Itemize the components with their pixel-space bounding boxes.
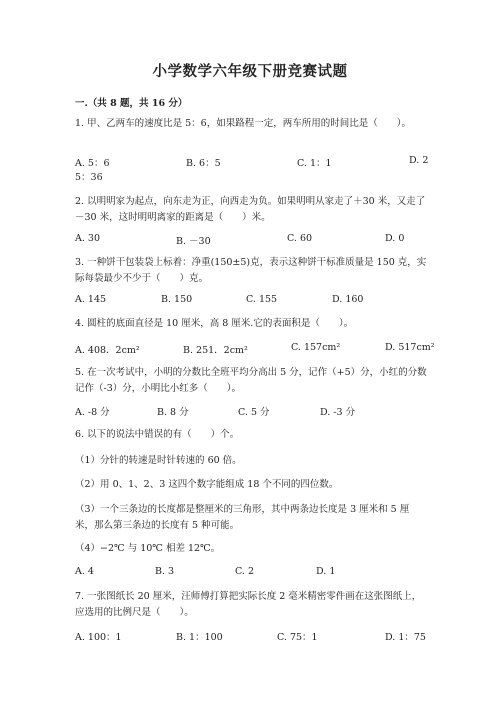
question-text: 3. 一种饼干包装袋上标着：净重(150±5)克，表示这种饼干标准质量是 150 克，实际每袋最少不少于（ ）克。 (75, 257, 427, 284)
option-d: D. 160 (332, 294, 364, 305)
question-text: 7. 一张图纸长 20 厘米，汪师傅打算把实际长度 2 毫米精密零件画在这张图纸上，应选用的比例尺是（ ）。 (75, 591, 422, 618)
option-d: D. 0 (385, 233, 405, 244)
option-c: C. 155 (246, 294, 278, 305)
question-7 (75, 589, 427, 621)
section-heading: 一.（共 8 题，共 16 分） (75, 98, 188, 109)
option-a: A. 408．2cm² (75, 345, 140, 356)
option-a: A. 4 (75, 566, 94, 577)
question-text: 5. 在一次考试中，小明的分数比全班平均分高出 5 分，记作（+5）分，小红的分数记作（-3）分，小明比小红多（ ）。 (75, 367, 427, 394)
option-c: C. 75：1 (277, 632, 318, 643)
option-d: D. 2 (409, 155, 429, 166)
option-b: B. －30 (176, 236, 211, 247)
option-a: A. 30 (75, 233, 100, 244)
option-c: C. 5 分 (238, 407, 270, 418)
question-6 (75, 427, 427, 443)
option-c: C. 2 (235, 566, 255, 577)
option-b: B. 1：100 (176, 632, 223, 643)
question-6-options (75, 566, 427, 582)
option-d: D. 1：75 (385, 632, 426, 643)
option-d: D. 517cm² (385, 342, 435, 353)
page-title: 小学数学六年级下册竞赛试题 (152, 63, 348, 80)
question-text: 4. 圆柱的底面直径是 10 厘米，高 8 厘米.它的表面积是（ ）。 (75, 318, 354, 329)
option-c: C. 1：1 (297, 158, 332, 169)
question-4 (75, 316, 427, 332)
question-1-options (75, 155, 427, 171)
question-text: 6. 以下的说法中错误的有（ ）个。 (75, 429, 240, 440)
option-b: B. 251．2cm² (183, 345, 248, 356)
option-a: A. -8 分 (75, 407, 110, 418)
question-3-options (75, 294, 427, 310)
statement-4: （4）−2℃ 与 10℃ 相差 12℃。 (75, 543, 221, 554)
question-7-options (75, 629, 427, 645)
statement-2: （2）用 0、1、2、3 这四个数字能组成 18 个不同的四位数。 (75, 479, 339, 490)
question-1 (75, 116, 427, 132)
option-d: D. 1 (316, 566, 336, 577)
option-a: A. 5：6 (75, 158, 110, 169)
question-2-options (75, 233, 427, 249)
question-3 (75, 255, 427, 287)
option-d-continuation: 5：36 (75, 172, 103, 183)
option-b: B. 8 分 (157, 407, 189, 418)
option-b: B. 150 (161, 294, 193, 305)
option-b: B. 6：5 (186, 158, 221, 169)
question-text: 2. 以明明家为起点，向东走为正，向西走为负。如果明明从家走了＋30 米，又走了－30 米，这时明明离家的距离是（ ）米。 (75, 196, 426, 223)
option-a: A. 145 (75, 294, 107, 305)
question-2 (75, 194, 427, 226)
question-4-options (75, 342, 435, 358)
statement-3: （3）一个三条边的长度都是整厘米的三角形，其中两条边长度是 3 厘米和 5 厘米，那么第三条边的长度有 5 种可能。 (75, 504, 410, 531)
option-c: C. 157cm² (291, 342, 341, 353)
option-c: C. 60 (287, 233, 313, 244)
option-b: B. 3 (155, 566, 175, 577)
statement-1: （1）分针的转速是时针转速的 60 倍。 (75, 455, 242, 466)
question-5-options (75, 404, 427, 420)
option-d: D. -3 分 (320, 407, 356, 418)
question-text: 1. 甲、乙两车的速度比是 5：6，如果路程一定，两车所用的时间比是（ ）。 (75, 118, 411, 129)
question-5 (75, 365, 427, 397)
option-a: A. 100：1 (75, 632, 122, 643)
